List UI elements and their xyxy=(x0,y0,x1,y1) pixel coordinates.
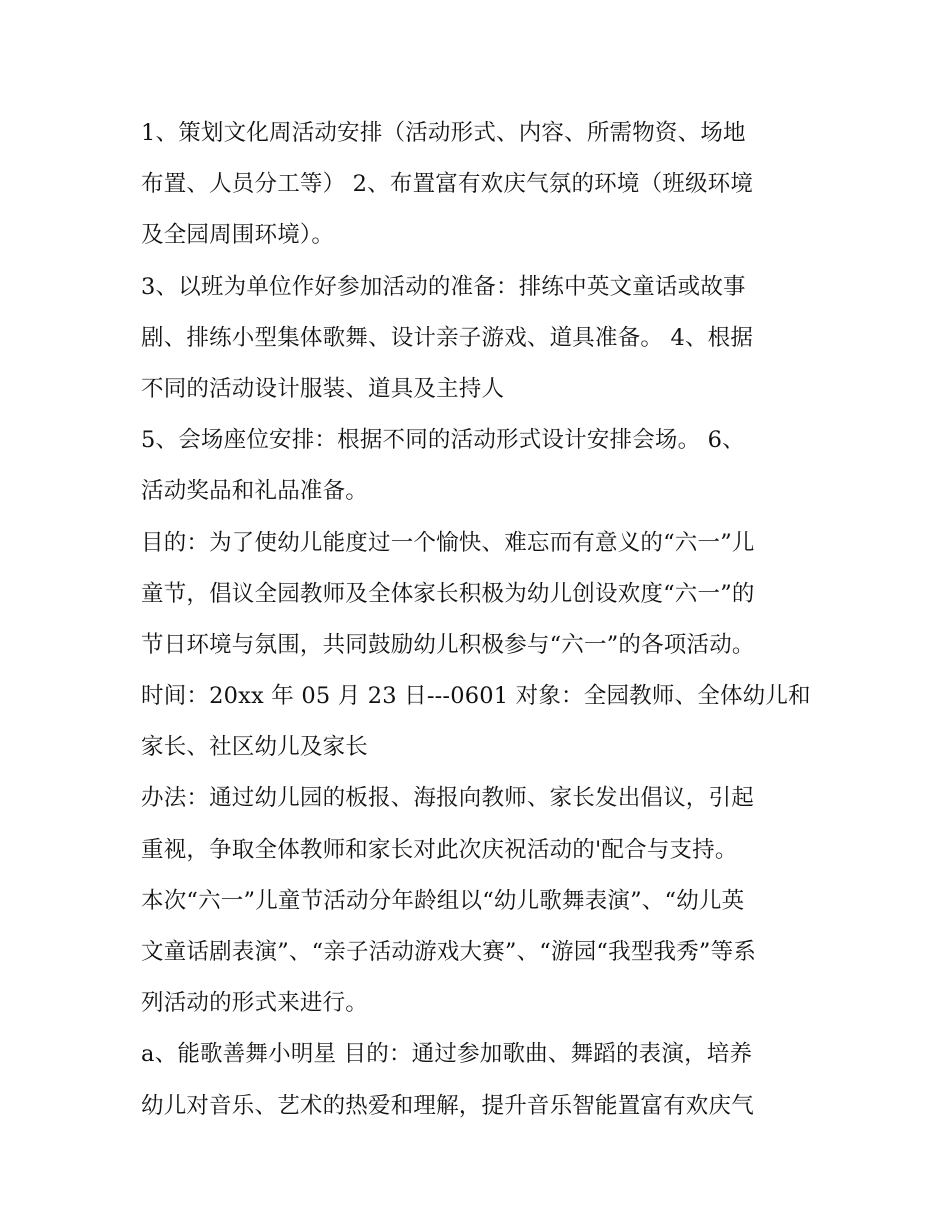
text-line-6: 不同的活动设计服装、道具及主持人 xyxy=(141,375,505,402)
text-line-15: 重视，争取全体教师和家长对此次庆祝活动的'配合与支持。 xyxy=(141,836,738,863)
text-line-17: 文童话剧表演”、“亲子活动游戏大赛”、“游园“我型我秀”等系 xyxy=(141,939,757,965)
text-line-14: 办法：通过幼儿园的板报、海报向教师、家长发出倡议，引起 xyxy=(141,785,754,812)
document-body xyxy=(141,108,821,1132)
text-line-8: 活动奖品和礼品准备。 xyxy=(141,478,369,505)
text-line-19: a、能歌善舞小明星 目的：通过参加歌曲、舞蹈的表演，培养 xyxy=(141,1041,753,1068)
text-line-9: 目的：为了使幼儿能度过一个愉快、难忘而有意义的“六一”儿 xyxy=(141,529,755,556)
text-line-4: 3、以班为单位作好参加活动的准备：排练中英文童话或故事 xyxy=(141,273,746,300)
text-line-5: 剧、排练小型集体歌舞、设计亲子游戏、道具准备。 4、根据 xyxy=(141,324,754,351)
text-line-16: 本次“六一”儿童节活动分年龄组以“幼儿歌舞表演”、“幼儿英 xyxy=(141,887,745,914)
text-line-3: 及全园周围环境）。 xyxy=(141,222,335,249)
text-line-18: 列活动的形式来进行。 xyxy=(141,990,369,1017)
text-line-11: 节日环境与氛围，共同鼓励幼儿积极参与“六一”的各项活动。 xyxy=(141,631,755,658)
text-line-7: 5、会场座位安排：根据不同的活动形式设计安排会场。 6、 xyxy=(141,427,745,454)
text-line-10: 童节，倡议全园教师及全体家长积极为幼儿创设欢度“六一”的 xyxy=(141,580,755,607)
text-line-1: 1、策划文化周活动安排（活动形式、内容、所需物资、场地 xyxy=(141,120,746,146)
text-line-20: 幼儿对音乐、艺术的热爱和理解，提升音乐智能置富有欢庆气 xyxy=(141,1092,754,1119)
text-line-12: 时间：20xx 年 05 月 23 日---0601 对象：全园教师、全体幼儿和 xyxy=(141,683,811,710)
text-line-13: 家长、社区幼儿及家长 xyxy=(141,734,369,761)
text-line-2: 布置、人员分工等） 2、布置富有欢庆气氛的环境（班级环境 xyxy=(141,171,754,198)
